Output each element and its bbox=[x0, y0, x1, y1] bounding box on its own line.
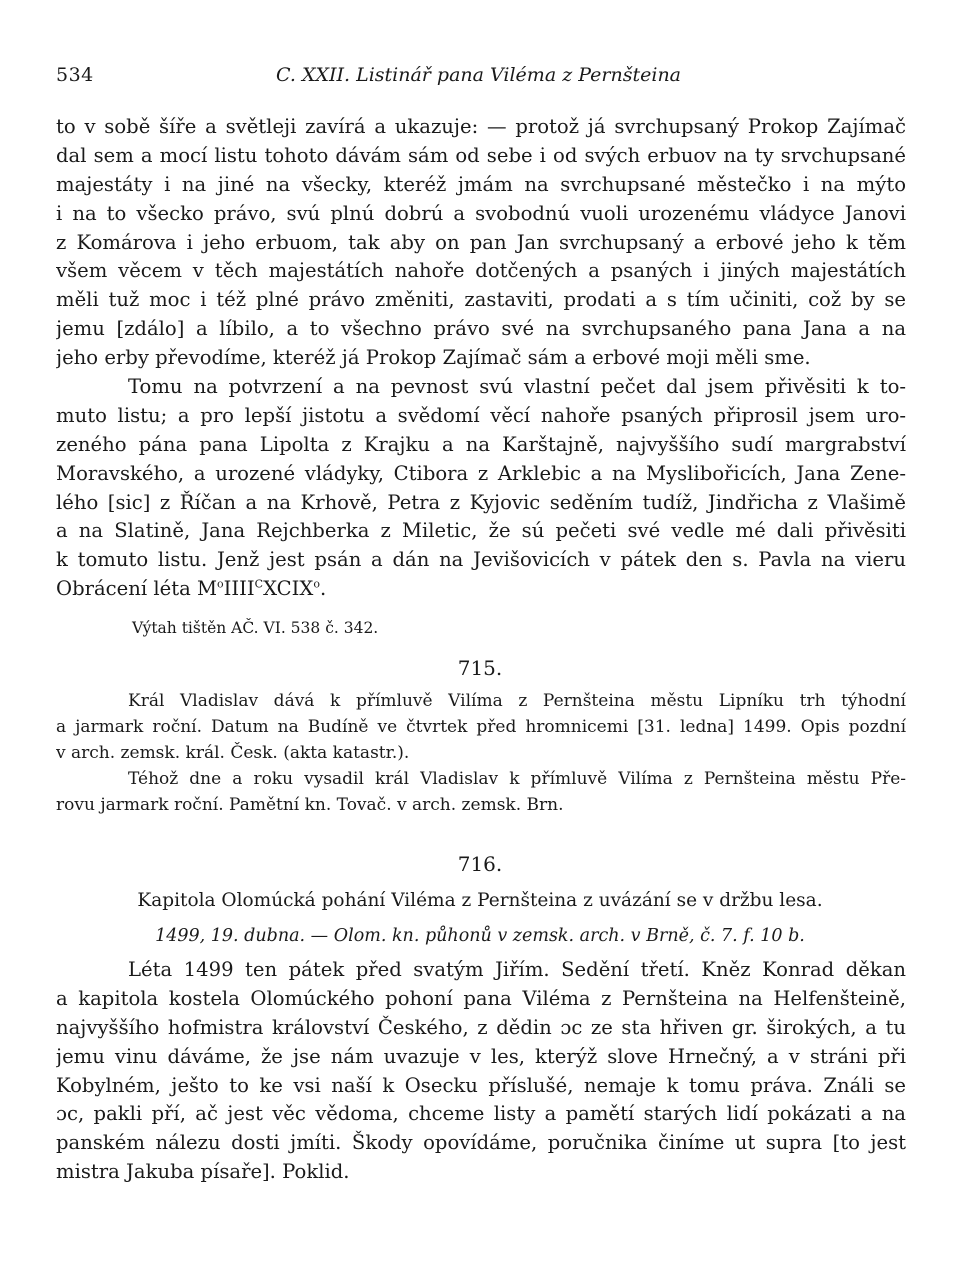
regest-line: v arch. zemsk. král. Česk. (akta katastr.). bbox=[56, 743, 410, 763]
note-line: rovu jarmark roční. Pamětní kn. Tovač. v arch. zemsk. Brn. bbox=[56, 795, 564, 815]
regest-715 bbox=[56, 688, 906, 818]
text-line: jeho erby převodíme, kteréž já Prokop Zajímač sám a erbové moji měli sme. bbox=[56, 346, 811, 370]
text-line: Léta 1499 ten pátek před svatým Jiřím. Sedění třetí. Kněz Konrad děkan bbox=[128, 958, 906, 981]
text-line: všem věcem v těch majestátích nahoře dotčených a psaných i jiných majestátích bbox=[56, 259, 906, 283]
source-note-714: Výtah tištěn AČ. VI. 538 č. 342. bbox=[132, 619, 379, 637]
text-line: majestáty i na jiné na všecky, kteréž jmám na svrchupsané městečko i na mýto bbox=[56, 172, 906, 196]
running-head: C. XXII. Listinář pana Viléma z Pernšteina bbox=[276, 64, 682, 86]
document-716-text bbox=[56, 956, 906, 1187]
text-line: k tomuto listu. Jenž jest psán a dán na Jevišovicích v pátek den s. Pavla na vieru bbox=[56, 548, 906, 572]
text-line: dal sem a mocí listu tohoto dávám sám od sebe i od svých erbuov na ty srvchupsané bbox=[56, 143, 906, 167]
page-number: 534 bbox=[56, 64, 94, 86]
text-line: a na Slatině, Jana Rejchberka z Miletic, že sú pečeti své vedle mé dali přivěsiti bbox=[56, 519, 906, 543]
date-line-roman: Obrácení léta $M^oIIII^CXCIX^o$. bbox=[56, 577, 327, 601]
text-line: a kapitola kostela Olomúckého pohoní pana Viléma z Pernšteina na Helfenšteině, bbox=[56, 986, 906, 1010]
text-line: Tomu na potvrzení a na pevnost svú vlastní pečet dal jsem přivěsiti k to- bbox=[128, 375, 906, 399]
text-line: zeného pána pana Lipolta z Krajku a na Karštajně, najvyššího sudí margrabství bbox=[56, 432, 906, 456]
text-line: měli tuž moc i též plné právo změniti, zastaviti, prodati a s tím učiniti, což by se bbox=[56, 288, 906, 312]
text-line: lého [sic] z Říčan a na Krhově, Petra z Kyjovic seděním tudíž, Jindřicha z Vlašimě bbox=[56, 490, 906, 514]
regest-line: a jarmark roční. Datum na Budíně ve čtvrtek před hromnicemi [31. ledna] 1499. Opis pozdní bbox=[56, 717, 906, 737]
text-line: to v sobě šíře a světleji zavírá a ukazuje: — protož já svrchupsaný Prokop Zajímač bbox=[56, 115, 906, 138]
text-line: Moravského, a urozené vládyky, Ctibora z Arklebic a na Myslibořicích, Jana Zene- bbox=[56, 461, 906, 485]
text-line: jemu vinu dáváme, že jse nám uvazuje v les, kterýž slove Hrnečný, a v stráni při bbox=[56, 1044, 906, 1068]
document-number-716: 716. bbox=[457, 852, 503, 876]
document-714-continuation bbox=[56, 113, 906, 604]
document-number-715: 715. bbox=[457, 656, 503, 680]
text-line: jemu [zdálo] a líbilo, a to všechno právo své na svrchupsaného pana Jana a na bbox=[56, 317, 906, 341]
text-line: i na to všecko právo, svú plnú dobrú a svobodnú vuoli urozenému vládyce Janovi bbox=[56, 201, 906, 225]
regest-716-title: Kapitola Olomúcká pohání Viléma z Pernšteina z uvázání se v držbu lesa. bbox=[137, 890, 823, 911]
text-line: z Komárova i jeho erbuom, tak aby on pan Jan svrchupsaný a erbové jeho k těm bbox=[56, 230, 906, 254]
text-line: panském nálezu dosti jmíti. Škody opovídáme, poručnika činíme ut supra [to jest bbox=[56, 1131, 906, 1155]
text-line: najvyššího hofmistra království Českého, z dědin ɔc ze sta hřiven gr. širokých, a tu bbox=[56, 1015, 906, 1039]
date-source-716: 1499, 19. dubna. — Olom. kn. půhonů v zemsk. arch. v Brně, č. 7. f. 10 b. bbox=[155, 926, 805, 946]
text-line: muto listu; a pro lepší jistotu a svědomí věcí nahoře psaných připrosil jsem uro- bbox=[56, 403, 906, 427]
regest-line: Král Vladislav dává k přímluvě Vilíma z Pernšteina městu Lipníku trh týhodní bbox=[128, 691, 906, 711]
text-line: mistra Jakuba písaře]. Poklid. bbox=[56, 1160, 350, 1184]
text-line: ɔc, pakli pří, ač jest věc vědoma, chceme listy a pamětí starých lidí pokázati a na bbox=[56, 1102, 906, 1126]
text-line: Kobylném, ješto to ke vsi naší k Osecku příslušé, nemaje k tomu práva. Ználi se bbox=[56, 1073, 906, 1097]
note-line: Téhož dne a roku vysadil král Vladislav k přímluvě Vilíma z Pernšteina městu Pře- bbox=[128, 769, 906, 789]
page-header bbox=[56, 64, 906, 94]
